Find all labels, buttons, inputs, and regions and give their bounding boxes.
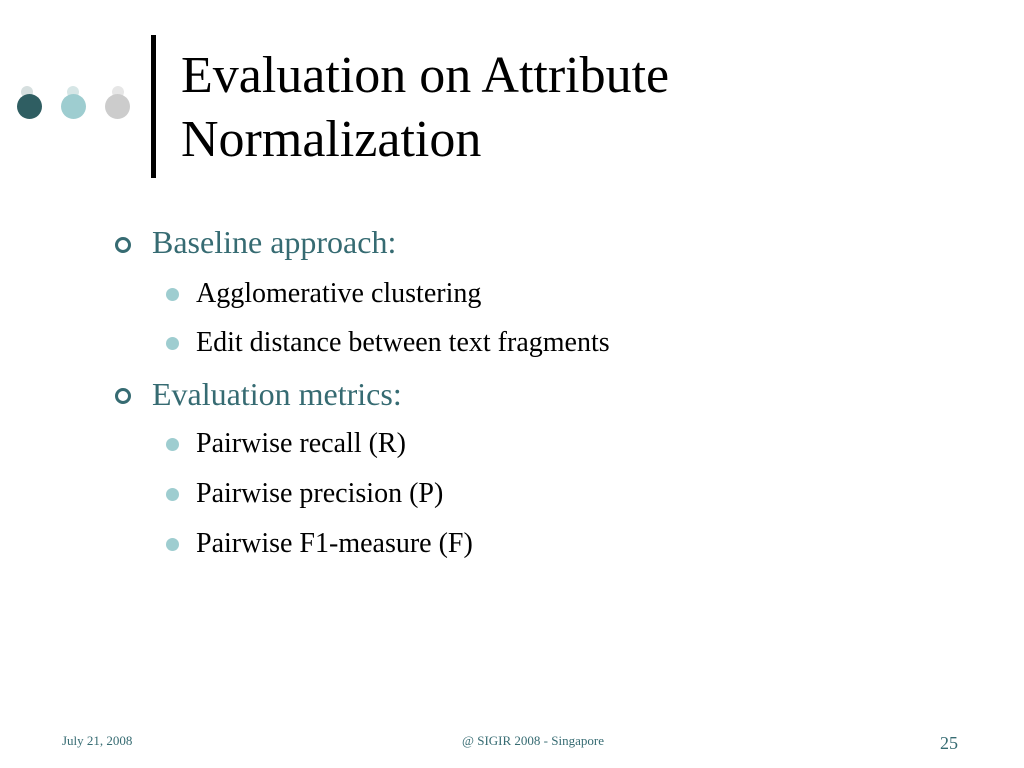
- page-number: 25: [940, 733, 958, 753]
- decorative-dot-icon: [17, 94, 42, 119]
- bullet-level2: Agglomerative clustering: [196, 278, 482, 309]
- slide-title: Evaluation on Attribute Normalization: [181, 47, 670, 168]
- ring-bullet-icon: [115, 237, 131, 253]
- dot-bullet-icon: [166, 488, 179, 501]
- decorative-dot-icon: [105, 94, 130, 119]
- footer-conference: @ SIGIR 2008 - Singapore: [462, 733, 604, 748]
- bullet-level1: Evaluation metrics:: [152, 376, 402, 412]
- bullet-level2: Pairwise recall (R): [196, 428, 406, 459]
- bullet-level1: Baseline approach:: [152, 224, 397, 260]
- ring-bullet-icon: [115, 388, 131, 404]
- dot-bullet-icon: [166, 337, 179, 350]
- dot-bullet-icon: [166, 288, 179, 301]
- bullet-level2: Edit distance between text fragments: [196, 327, 610, 358]
- dot-bullet-icon: [166, 538, 179, 551]
- footer-date: July 21, 2008: [62, 733, 133, 748]
- bullet-level2: Pairwise F1-measure (F): [196, 528, 473, 559]
- decorative-dot-icon: [61, 94, 86, 119]
- dot-bullet-icon: [166, 438, 179, 451]
- title-divider: [151, 35, 156, 178]
- bullet-level2: Pairwise precision (P): [196, 478, 444, 509]
